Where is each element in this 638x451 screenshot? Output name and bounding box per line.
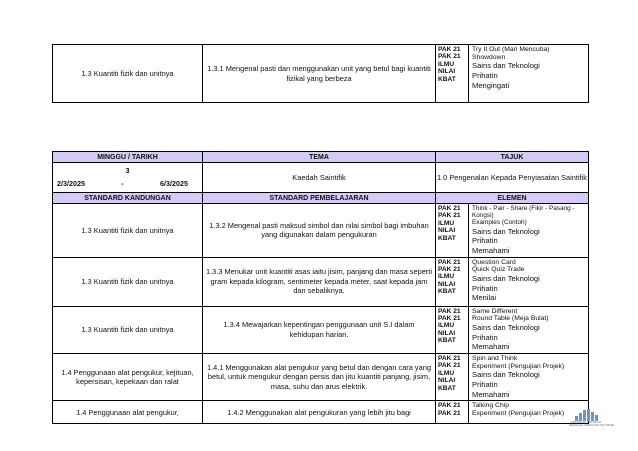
standard-kandungan-cell: 1.4 Penggunaan alat pengukur, (53, 401, 203, 424)
elemen-activity: Think - Pair - Share (Fikir - Pasang - (472, 205, 575, 212)
standard-kandungan-cell: 1.3 Kuantiti fizik dan unitnya (53, 257, 203, 306)
top-rpt-table (52, 44, 589, 103)
kbat-label: KBAT (438, 234, 456, 242)
standard-pembelajaran-header: STANDARD PEMBELAJARAN (203, 193, 436, 204)
pak-cell (436, 257, 469, 306)
pak-label: PAK 21 (438, 307, 461, 315)
elemen-nilai: Prihatin (472, 332, 498, 342)
pak-label: PAK 21 (438, 402, 461, 410)
pak-cell (436, 204, 469, 258)
kbat-label: KBAT (438, 384, 456, 392)
table-row (53, 354, 589, 401)
standard-kandungan-cell: 1.3 Kuantiti fizik dan unitnya (53, 204, 203, 258)
pak-cell (436, 354, 469, 401)
pak-label: PAK 21 (438, 362, 461, 370)
elemen-cell (469, 354, 589, 401)
ilmu-label: ILMU (438, 369, 455, 377)
elemen-nilai: Prihatin (472, 283, 498, 293)
kbat-label: KBAT (438, 288, 456, 296)
standard-pembelajaran-cell: 1.3.2 Mengenal pasti maksud simbol dan nilai simbol bagi imbuhan yang digunakan dalam pengukuran (203, 204, 436, 258)
week-number: 3 (125, 166, 130, 176)
elemen-cell (469, 257, 589, 306)
elemen-activity: Try It Out (Mari Mencuba) (472, 46, 550, 53)
pak-cell (436, 401, 469, 424)
logo-text: URUSETIA SEKOLAH (570, 420, 601, 424)
elemen-kbat: Menilai (472, 293, 497, 303)
pak-cell (436, 306, 469, 353)
table-row (53, 45, 589, 103)
elemen-activity: Experiment (Pengujian Projek) (472, 362, 565, 370)
nilai-label: NILAI (438, 227, 456, 235)
elemen-activity: Talking Chip (472, 402, 510, 410)
elemen-ilmu: Sains dan Teknologi (472, 322, 540, 332)
minggu-tarikh-header: MINGGU / TARIKH (53, 152, 203, 163)
elemen-nilai: Prihatin (472, 236, 498, 246)
ilmu-label: ILMU (438, 322, 455, 330)
pak-label: PAK 21 (438, 409, 461, 417)
pak-label: PAK 21 (438, 315, 461, 323)
tajuk-header: TAJUK (436, 152, 589, 163)
standard-kandungan-cell: 1.4 Penggunaan alat pengukur, kejituan, kepersisan, kepekaan dan ralat (53, 354, 203, 401)
minggu-tarikh-cell (53, 163, 203, 193)
elemen-ilmu: Sains dan Teknologi (472, 226, 540, 236)
pak-label: PAK 21 (438, 212, 461, 220)
nilai-label: NILAI (438, 68, 456, 76)
date-range (57, 179, 198, 189)
ilmu-label: ILMU (438, 273, 455, 281)
date-end: 6/3/2025 (160, 178, 188, 188)
ilmu-label: ILMU (438, 60, 455, 68)
standard-pembelajaran-cell: 1.4.2 Menggunakan alat pengukuran yang lebih jitu bagi (203, 401, 436, 424)
elemen-cell (469, 45, 589, 103)
date-start: 2/3/2025 (57, 178, 85, 188)
standard-pembelajaran-cell: 1.3.4 Mewajarkan kepentingan penggunaan unit S.I dalam kehidupan harian. (203, 306, 436, 353)
main-rpt-table (52, 151, 589, 424)
table-row (53, 257, 589, 306)
elemen-kbat: Memahami (472, 342, 510, 352)
elemen-activity: Experiment (Pengujian Projek) (472, 410, 565, 418)
pak-cell (436, 45, 469, 103)
elemen-cell (469, 306, 589, 353)
elemen-nilai: Prihatin (472, 70, 498, 80)
elemen-activity: Question Card (472, 258, 516, 266)
pak-label: PAK 21 (438, 205, 461, 212)
standard-kandungan-cell: 1.3 Kuantiti fizik dan unitnya (53, 45, 203, 103)
elemen-ilmu: Sains dan Teknologi (472, 273, 540, 283)
tajuk-cell: 1.0 Pengenalan Kepada Penyiasatan Saintifik (436, 163, 589, 193)
elemen-activity: Kongsi) (472, 212, 494, 220)
standard-kandungan-cell: 1.3 Kuantiti fizik dan unitnya (53, 306, 203, 353)
elemen-nilai: Prihatin (472, 379, 498, 389)
elemen-kbat: Memahami (472, 389, 510, 399)
pak-label: PAK 21 (438, 266, 461, 274)
nilai-label: NILAI (438, 377, 456, 385)
date-separator: - (121, 178, 124, 188)
header-row (53, 152, 589, 163)
elemen-activity: Same Different (472, 307, 518, 315)
standard-pembelajaran-cell: 1.4.1 Menggunakan alat pengukur yang betul dan dengan cara yang betul, untuk mengukur dengan persis dan jitu kuantiti panjang, jisim, masa, suhu dan arus elektrik. (203, 354, 436, 401)
header-row (53, 193, 589, 204)
elemen-kbat: Mengingati (472, 80, 510, 90)
nilai-label: NILAI (438, 280, 456, 288)
tema-header: TEMA (203, 152, 436, 163)
table-row (53, 401, 589, 424)
logo-text: SEKOLAH CERIA SOLUSI TIDAK (569, 423, 615, 428)
elemen-activity: Round Table (Meja Bulat) (472, 315, 549, 323)
elemen-header: ELEMEN (436, 193, 589, 204)
info-row (53, 163, 589, 193)
standard-pembelajaran-cell: 1.3.3 Menukar unit kuantiti asas iaitu jisim, panjang dan masa seperti gram kepada kilogram, sentimeter kepada meter, saat kepada jam dan sebaliknya. (203, 257, 436, 306)
table-row (53, 306, 589, 353)
school-logo (569, 409, 615, 431)
elemen-activity: Quick Quiz Trade (472, 266, 525, 274)
elemen-ilmu: Sains dan Teknologi (472, 61, 540, 71)
tema-cell: Kaedah Saintifik (203, 163, 436, 193)
kbat-label: KBAT (438, 75, 456, 83)
pak-label: PAK 21 (438, 46, 461, 53)
table-row (53, 204, 589, 258)
elemen-activity: Spin and Think (472, 355, 518, 363)
ilmu-label: ILMU (438, 219, 455, 227)
elemen-ilmu: Sains dan Teknologi (472, 370, 540, 380)
elemen-activity: Showdown (472, 53, 506, 61)
pak-label: PAK 21 (438, 258, 461, 266)
kbat-label: KBAT (438, 337, 456, 345)
elemen-activity: Examples (Contoh) (472, 219, 527, 227)
standard-kandungan-header: STANDARD KANDUNGAN (53, 193, 203, 204)
nilai-label: NILAI (438, 329, 456, 337)
elemen-kbat: Memahami (472, 245, 510, 255)
pak-label: PAK 21 (438, 53, 461, 61)
pak-label: PAK 21 (438, 355, 461, 363)
elemen-cell (469, 204, 589, 258)
standard-pembelajaran-cell: 1.3.1 Mengenal pasti dan menggunakan unit yang betul bagi kuantiti fizikal yang berbeza (203, 45, 436, 103)
